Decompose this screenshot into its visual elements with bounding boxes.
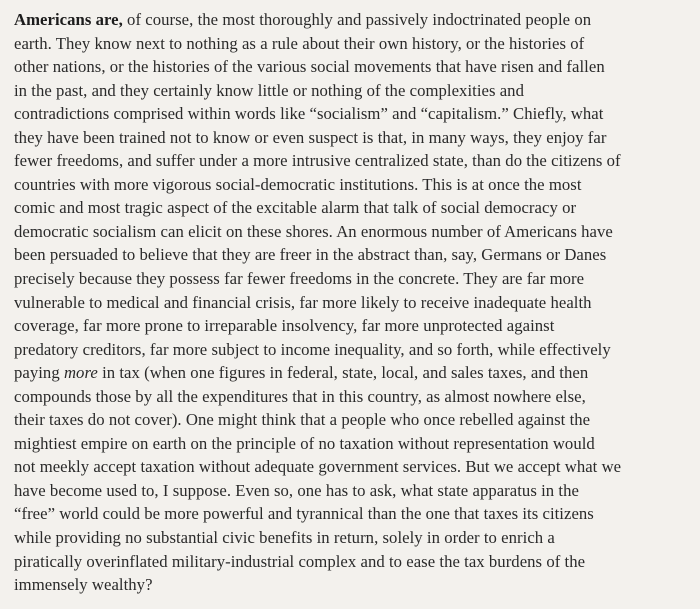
text-line-8: countries with more vigorous social-democratic institutions. This is at once the most <box>14 174 582 194</box>
text-line-1 <box>14 8 692 32</box>
text-line-15: predatory creditors, far more subject to income inequality, and so forth, while effectively <box>14 339 611 359</box>
text-line-21: have become used to, I suppose. Even so, one has to ask, what state apparatus in the <box>14 480 579 500</box>
text-line-12: precisely because they possess far fewer freedoms in the concrete. They are far more <box>14 269 585 289</box>
text-line-24: piratically overinflated military-industrial complex and to ease the tax burdens of the <box>14 551 586 571</box>
paying-after: in tax (when one figures in federal, state, local, and sales taxes, and then <box>97 363 589 383</box>
paying-before: paying <box>14 363 64 383</box>
text-line-4: in the past, and they certainly know little or nothing of the complexities and <box>14 80 524 100</box>
emphasized-more: more <box>63 363 98 383</box>
text-line-19: mightiest empire on earth on the principle of no taxation without representation would <box>14 433 595 453</box>
text-line-18: their taxes do not cover). One might think that a people who once rebelled against the <box>14 410 591 430</box>
lead-phrase: Americans are, <box>14 10 123 29</box>
text-line-17: compounds those by all the expenditures that in this country, as almost nowhere else, <box>14 386 586 406</box>
text-line-6: they have been trained not to know or even suspect is that, in many ways, they enjoy far <box>14 127 607 147</box>
text-line-23: while providing no substantial civic benefits in return, solely in order to enrich a <box>14 528 555 548</box>
text-line-13: vulnerable to medical and financial crisis, far more likely to receive inadequate health <box>14 292 592 312</box>
text-line-11: been persuaded to believe that they are freer in the abstract than, say, Germans or Danes <box>14 245 607 265</box>
text-line-14: coverage, far more prone to irreparable insolvency, far more unprotected against <box>14 316 555 336</box>
text-line-10: democratic socialism can elicit on these shores. An enormous number of Americans have <box>14 221 613 241</box>
text-line-5: contradictions comprised within words like “socialism” and “capitalism.” Chiefly, what <box>14 104 604 124</box>
text-line-7: fewer freedoms, and suffer under a more intrusive centralized state, than do the citizens of <box>14 151 621 171</box>
text-line-25: immensely wealthy? <box>14 575 153 595</box>
line-1-text: of course, the most thoroughly and passively indoctrinated people on <box>122 10 592 29</box>
text-line-22: “free” world could be more powerful and tyrannical than the one that taxes its citizens <box>14 504 594 524</box>
text-line-16 <box>14 361 692 385</box>
text-line-3: other nations, or the histories of the various social movements that have risen and fallen <box>14 57 605 77</box>
text-line-9: comic and most tragic aspect of the excitable alarm that talk of social democracy or <box>14 198 577 218</box>
text-line-2: earth. They know next to nothing as a rule about their own history, or the histories of <box>14 33 585 53</box>
text-line-20: not meekly accept taxation without adequate government services. But we accept what we <box>14 457 622 477</box>
